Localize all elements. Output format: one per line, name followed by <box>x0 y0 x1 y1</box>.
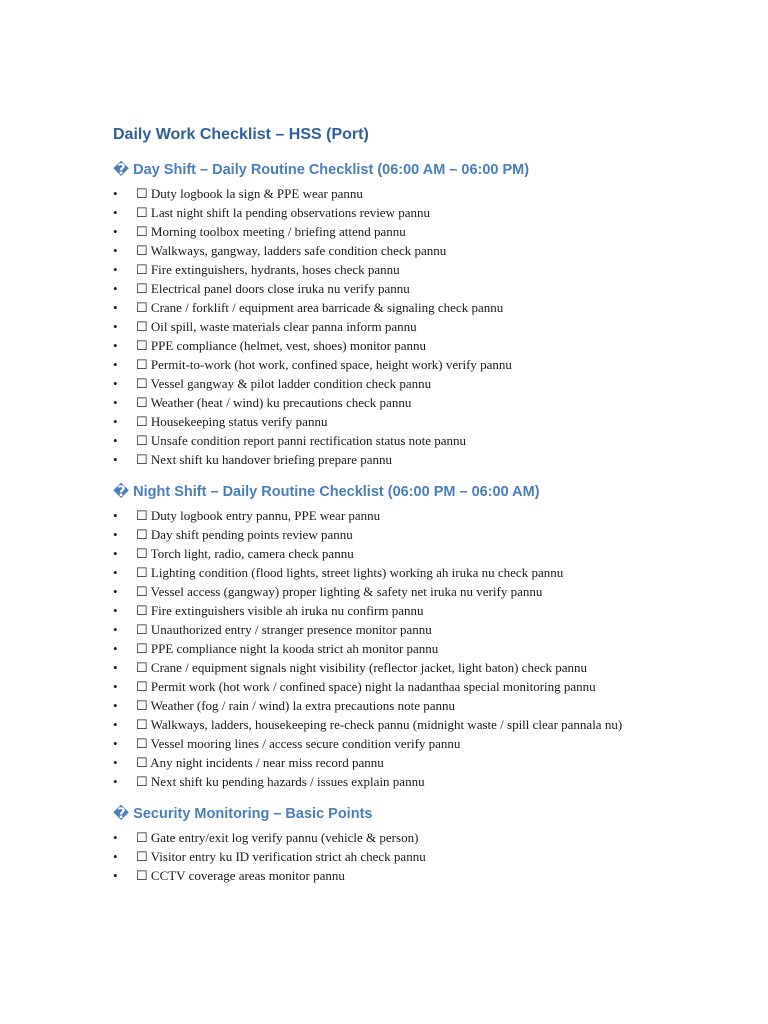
bullet-icon: • <box>113 755 118 770</box>
checklist-item-text: ☐ Torch light, radio, camera check pannu <box>136 546 354 561</box>
checklist-item-text: ☐ Next shift ku pending hazards / issues explain pannu <box>136 774 425 789</box>
bullet-icon: • <box>113 660 118 675</box>
checklist-item <box>113 355 673 374</box>
checklist-item <box>113 431 673 450</box>
checklist-item <box>113 847 673 866</box>
bullet-icon: • <box>113 546 118 561</box>
checklist-item <box>113 184 673 203</box>
checklist-item-text: ☐ Visitor entry ku ID verification strict ah check pannu <box>136 849 426 864</box>
checklist-item <box>113 336 673 355</box>
bullet-icon: • <box>113 376 118 391</box>
sections-container <box>113 160 673 885</box>
checklist-item <box>113 601 673 620</box>
checklist-item <box>113 544 673 563</box>
bullet-icon: • <box>113 641 118 656</box>
checklist-item-text: ☐ Electrical panel doors close iruka nu verify pannu <box>136 281 410 296</box>
checklist <box>113 184 673 469</box>
checklist-item-text: ☐ Lighting condition (flood lights, street lights) working ah iruka nu check pannu <box>136 565 564 580</box>
checklist-item-text: ☐ CCTV coverage areas monitor pannu <box>136 868 345 883</box>
bullet-icon: • <box>113 622 118 637</box>
bullet-icon: • <box>113 603 118 618</box>
checklist-item <box>113 753 673 772</box>
checklist-item-text: ☐ Gate entry/exit log verify pannu (vehicle & person) <box>136 830 419 845</box>
document-title: Daily Work Checklist – HSS (Port) <box>113 126 369 143</box>
checklist-item <box>113 374 673 393</box>
bullet-icon: • <box>113 357 118 372</box>
checklist-item-text: ☐ Housekeeping status verify pannu <box>136 414 328 429</box>
bullet-icon: • <box>113 527 118 542</box>
checklist-item <box>113 525 673 544</box>
checklist-item-text: ☐ Any night incidents / near miss record pannu <box>136 755 384 770</box>
bullet-icon: • <box>113 717 118 732</box>
checklist-item <box>113 412 673 431</box>
checklist-item-text: ☐ Unauthorized entry / stranger presence monitor pannu <box>136 622 432 637</box>
bullet-icon: • <box>113 262 118 277</box>
checklist-item-text: ☐ Unsafe condition report panni rectification status note pannu <box>136 433 467 448</box>
checklist <box>113 828 673 885</box>
checklist-item <box>113 582 673 601</box>
bullet-icon: • <box>113 679 118 694</box>
bullet-icon: • <box>113 300 118 315</box>
checklist-item-text: ☐ Permit work (hot work / confined space) night la nadanthaa special monitoring pannu <box>136 679 596 694</box>
checklist-item <box>113 677 673 696</box>
section-heading: � Day Shift – Daily Routine Checklist (06:00 AM – 06:00 PM) <box>113 162 530 178</box>
checklist-item-text: ☐ Vessel gangway & pilot ladder condition check pannu <box>136 376 432 391</box>
checklist-item <box>113 260 673 279</box>
bullet-icon: • <box>113 281 118 296</box>
bullet-icon: • <box>113 698 118 713</box>
checklist-item-text: ☐ Crane / equipment signals night visibility (reflector jacket, light baton) check pannu <box>136 660 588 675</box>
bullet-icon: • <box>113 319 118 334</box>
bullet-icon: • <box>113 452 118 467</box>
section-heading: � Night Shift – Daily Routine Checklist (06:00 PM – 06:00 AM) <box>113 484 540 500</box>
checklist-item-text: ☐ Next shift ku handover briefing prepare pannu <box>136 452 393 467</box>
checklist-item <box>113 279 673 298</box>
checklist-item <box>113 203 673 222</box>
checklist-item <box>113 734 673 753</box>
checklist-item <box>113 393 673 412</box>
checklist-item-text: ☐ Weather (heat / wind) ku precautions check pannu <box>136 395 412 410</box>
checklist-item <box>113 563 673 582</box>
checklist-item-text: ☐ Fire extinguishers visible ah iruka nu confirm pannu <box>136 603 424 618</box>
checklist-item-text: ☐ Walkways, gangway, ladders safe condition check pannu <box>136 243 447 258</box>
day-shift-section <box>113 160 673 469</box>
bullet-icon: • <box>113 830 118 845</box>
checklist-item <box>113 772 673 791</box>
bullet-icon: • <box>113 736 118 751</box>
checklist-item-text: ☐ Fire extinguishers, hydrants, hoses check pannu <box>136 262 400 277</box>
checklist-item <box>113 450 673 469</box>
security-monitoring-section <box>113 804 673 885</box>
checklist-item <box>113 298 673 317</box>
checklist-item-text: ☐ Walkways, ladders, housekeeping re-check pannu (midnight waste / spill clear pannala nu) <box>136 717 623 732</box>
checklist-item <box>113 506 673 525</box>
checklist-item-text: ☐ Duty logbook la sign & PPE wear pannu <box>136 186 363 201</box>
bullet-icon: • <box>113 584 118 599</box>
checklist-item-text: ☐ Vessel access (gangway) proper lighting & safety net iruka nu verify pannu <box>136 584 543 599</box>
bullet-icon: • <box>113 338 118 353</box>
bullet-icon: • <box>113 395 118 410</box>
bullet-icon: • <box>113 849 118 864</box>
checklist-item-text: ☐ Morning toolbox meeting / briefing attend pannu <box>136 224 406 239</box>
bullet-icon: • <box>113 243 118 258</box>
checklist-item <box>113 620 673 639</box>
checklist-item-text: ☐ PPE compliance night la kooda strict ah monitor pannu <box>136 641 439 656</box>
checklist-item-text: ☐ Weather (fog / rain / wind) la extra precautions note pannu <box>136 698 456 713</box>
checklist-item-text: ☐ Crane / forklift / equipment area barricade & signaling check pannu <box>136 300 504 315</box>
checklist-item-text: ☐ Permit-to-work (hot work, confined space, height work) verify pannu <box>136 357 512 372</box>
checklist-item <box>113 715 673 734</box>
section-heading: � Security Monitoring – Basic Points <box>113 806 373 822</box>
document-page <box>113 124 673 885</box>
checklist-item-text: ☐ Last night shift la pending observations review pannu <box>136 205 430 220</box>
checklist-item <box>113 828 673 847</box>
checklist-item-text: ☐ Oil spill, waste materials clear panna inform pannu <box>136 319 417 334</box>
bullet-icon: • <box>113 414 118 429</box>
bullet-icon: • <box>113 774 118 789</box>
bullet-icon: • <box>113 868 118 883</box>
bullet-icon: • <box>113 508 118 523</box>
checklist-item <box>113 639 673 658</box>
bullet-icon: • <box>113 186 118 201</box>
checklist-item <box>113 241 673 260</box>
checklist-item <box>113 317 673 336</box>
bullet-icon: • <box>113 565 118 580</box>
checklist-item <box>113 696 673 715</box>
checklist-item <box>113 658 673 677</box>
night-shift-section <box>113 482 673 791</box>
checklist-item <box>113 866 673 885</box>
bullet-icon: • <box>113 205 118 220</box>
checklist-item-text: ☐ PPE compliance (helmet, vest, shoes) monitor pannu <box>136 338 427 353</box>
checklist <box>113 506 673 791</box>
bullet-icon: • <box>113 224 118 239</box>
checklist-item-text: ☐ Vessel mooring lines / access secure condition verify pannu <box>136 736 461 751</box>
checklist-item-text: ☐ Duty logbook entry pannu, PPE wear pannu <box>136 508 381 523</box>
bullet-icon: • <box>113 433 118 448</box>
checklist-item <box>113 222 673 241</box>
checklist-item-text: ☐ Day shift pending points review pannu <box>136 527 353 542</box>
